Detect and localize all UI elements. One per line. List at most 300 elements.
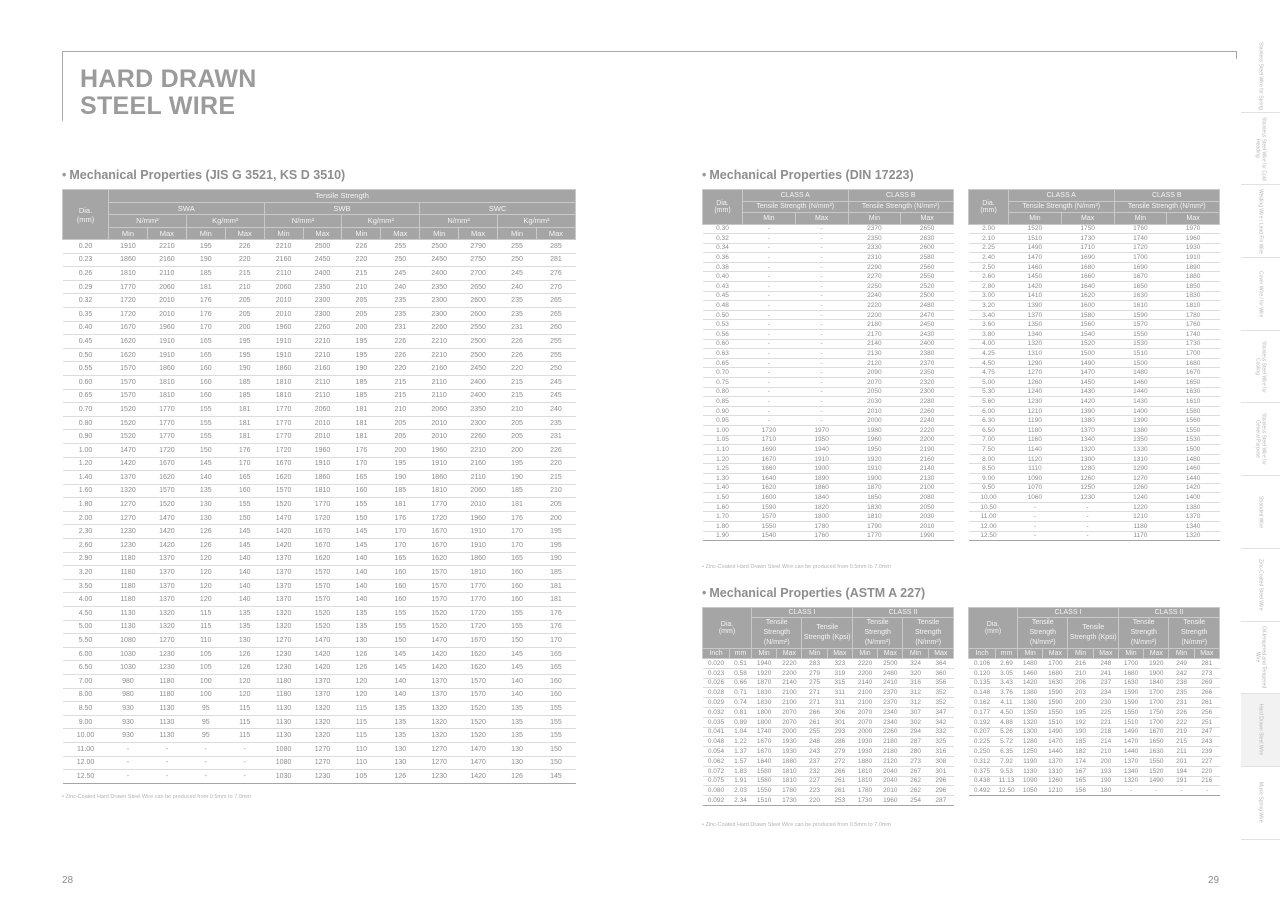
value-cell: 140 <box>225 579 264 593</box>
value-cell: 115 <box>225 729 264 743</box>
value-cell: 265 <box>536 294 575 308</box>
value-cell: 1650 <box>1144 737 1169 747</box>
value-cell: 1550 <box>1118 707 1143 717</box>
dia-cell: 1.25 <box>703 464 743 474</box>
value-cell: 195 <box>342 348 381 362</box>
dia-cell: 1.60 <box>63 484 109 498</box>
value-cell: 2210 <box>147 240 186 254</box>
value-cell: 1570 <box>420 566 459 580</box>
value-cell: - <box>743 291 796 301</box>
dia-label: Dia. <box>716 199 729 207</box>
table-row <box>969 425 1220 435</box>
value-cell: 1530 <box>1114 339 1167 349</box>
value-cell: 2260 <box>878 727 903 737</box>
value-cell: 2630 <box>901 234 954 244</box>
table-row <box>969 320 1220 330</box>
value-cell: 2550 <box>901 272 954 282</box>
table-row <box>63 634 576 648</box>
value-cell: 1580 <box>1061 310 1114 320</box>
value-cell: 269 <box>1194 678 1219 688</box>
value-cell: 1620 <box>264 471 303 485</box>
value-cell: 1180 <box>264 675 303 689</box>
value-cell: 210 <box>536 484 575 498</box>
value-cell: 2450 <box>459 362 498 376</box>
value-cell: 1680 <box>1043 668 1068 678</box>
dia-cell: 0.035 <box>703 717 730 727</box>
value-cell: 1720 <box>303 511 342 525</box>
mm-header: mm <box>730 649 752 659</box>
table-row <box>703 425 954 435</box>
value-cell: - <box>743 243 796 253</box>
value-cell: 1320 <box>303 702 342 716</box>
value-cell: 150 <box>498 634 537 648</box>
table-row <box>63 240 576 254</box>
value-cell: 2160 <box>420 362 459 376</box>
value-cell: 1570 <box>420 579 459 593</box>
value-cell: 2010 <box>459 498 498 512</box>
value-cell: 1310 <box>1009 349 1062 359</box>
value-cell: 176 <box>186 307 225 321</box>
dia-cell: 0.250 <box>969 747 996 757</box>
value-cell: 1520 <box>303 607 342 621</box>
value-cell: 120 <box>186 552 225 566</box>
value-cell: 2.69 <box>996 659 1018 669</box>
value-cell: 243 <box>802 747 827 757</box>
side-tab-label: Stainless Steel Wire for Cooling <box>1254 340 1267 393</box>
value-cell: 2410 <box>878 678 903 688</box>
value-cell: 1850 <box>1167 282 1220 292</box>
value-cell: - <box>743 358 796 368</box>
value-cell: 1830 <box>1167 291 1220 301</box>
dia-cell: 0.120 <box>969 668 996 678</box>
value-cell: 126 <box>342 647 381 661</box>
value-cell: 155 <box>498 620 537 634</box>
side-tab-music-spring-wire[interactable] <box>1241 767 1280 840</box>
value-cell: 155 <box>536 702 575 716</box>
value-cell: 2220 <box>777 659 802 669</box>
value-cell: 2340 <box>878 707 903 717</box>
value-cell: 2010 <box>303 416 342 430</box>
dia-cell: 0.029 <box>703 698 730 708</box>
value-cell: 130 <box>186 498 225 512</box>
value-cell: 2010 <box>848 406 901 416</box>
max-header: Max <box>827 649 852 659</box>
value-cell: 115 <box>186 620 225 634</box>
value-cell: 155 <box>498 607 537 621</box>
value-cell: 239 <box>1194 747 1219 757</box>
value-cell: 2140 <box>848 339 901 349</box>
value-cell: 234 <box>1093 688 1118 698</box>
side-tab-stainless-steel-wire-for-general-purpose[interactable] <box>1241 403 1280 476</box>
value-cell: 1700 <box>1114 253 1167 263</box>
value-cell: 1180 <box>1114 521 1167 531</box>
value-cell: 1590 <box>1118 698 1143 708</box>
dia-cell: 0.48 <box>703 301 743 311</box>
value-cell: 1590 <box>1043 698 1068 708</box>
value-cell: 2480 <box>878 668 903 678</box>
value-cell: 1370 <box>1118 756 1143 766</box>
value-cell: 1960 <box>878 796 903 806</box>
value-cell: 1910 <box>264 348 303 362</box>
table-row <box>969 358 1220 368</box>
value-cell: 1420 <box>420 661 459 675</box>
value-cell: 160 <box>381 579 420 593</box>
value-cell: 1460 <box>1167 464 1220 474</box>
table-row <box>703 776 954 786</box>
value-cell: - <box>795 243 848 253</box>
table-row <box>969 737 1220 747</box>
value-cell: 194 <box>1169 766 1194 776</box>
dia-header <box>703 190 743 225</box>
value-cell: - <box>795 320 848 330</box>
value-cell: 245 <box>381 267 420 281</box>
value-cell: 1670 <box>1114 272 1167 282</box>
value-cell: 2350 <box>848 234 901 244</box>
value-cell: 160 <box>498 566 537 580</box>
value-cell: 150 <box>225 511 264 525</box>
value-cell: 130 <box>498 756 537 770</box>
value-cell: 1090 <box>1009 473 1062 483</box>
min-header: Min <box>264 227 303 240</box>
value-cell: 1050 <box>1018 786 1043 796</box>
value-cell: 1520 <box>420 607 459 621</box>
value-cell: 323 <box>827 659 852 669</box>
value-cell: 140 <box>381 675 420 689</box>
value-cell: 100 <box>186 675 225 689</box>
dia-cell: 5.00 <box>969 378 1009 388</box>
dia-cell: 1.00 <box>703 425 743 435</box>
value-cell: 1230 <box>303 770 342 784</box>
dia-header <box>703 608 752 649</box>
value-cell: 1910 <box>147 348 186 362</box>
value-cell: - <box>795 397 848 407</box>
side-tab-stainless-steel-wire-for-cooling[interactable] <box>1241 331 1280 404</box>
value-cell: 1030 <box>109 647 148 661</box>
value-cell: 2060 <box>420 403 459 417</box>
class-b-header: CLASS B <box>1114 190 1220 202</box>
inch-header: Inch <box>703 649 730 659</box>
value-cell: 1460 <box>1009 262 1062 272</box>
value-cell: 1320 <box>1018 717 1043 727</box>
tensile-nmm-header: Tensile Strength (N/mm²) <box>903 618 954 649</box>
value-cell: 1720 <box>459 607 498 621</box>
table-row <box>63 566 576 580</box>
value-cell: 1570 <box>303 593 342 607</box>
table-row <box>63 348 576 362</box>
value-cell: 2600 <box>459 294 498 308</box>
table-row <box>969 521 1220 531</box>
table-row <box>969 659 1220 669</box>
value-cell: 1810 <box>109 267 148 281</box>
value-cell: - <box>225 742 264 756</box>
value-cell: 145 <box>381 661 420 675</box>
dia-unit: (mm) <box>980 206 997 214</box>
value-cell: 1670 <box>1144 727 1169 737</box>
table-row <box>703 454 954 464</box>
value-cell: 2110 <box>420 375 459 389</box>
value-cell: 1960 <box>459 511 498 525</box>
value-cell: 1320 <box>420 715 459 729</box>
table-row <box>703 282 954 292</box>
value-cell: 181 <box>536 579 575 593</box>
value-cell: 270 <box>536 280 575 294</box>
table-row <box>63 471 576 485</box>
value-cell: 1520 <box>147 498 186 512</box>
table-row <box>63 416 576 430</box>
din-title-text: Mechanical Properties (DIN 17223) <box>709 168 914 182</box>
value-cell: 176 <box>342 443 381 457</box>
value-cell: 280 <box>903 747 928 757</box>
value-cell: 130 <box>381 742 420 756</box>
value-cell: 165 <box>186 335 225 349</box>
value-cell: 1720 <box>147 443 186 457</box>
value-cell: 1780 <box>1167 310 1220 320</box>
value-cell: 150 <box>186 443 225 457</box>
value-cell: 1130 <box>264 715 303 729</box>
value-cell: 1960 <box>1167 234 1220 244</box>
dia-cell: 3.00 <box>969 291 1009 301</box>
value-cell: 1340 <box>1167 521 1220 531</box>
table-row <box>969 454 1220 464</box>
side-tab-label: Oil-tempered and Tempered Wire <box>1254 626 1267 689</box>
value-cell: 1470 <box>1009 253 1062 263</box>
side-tab-hard-drawn-steel-wire[interactable] <box>1241 694 1280 767</box>
min-header: Min <box>1118 649 1143 659</box>
value-cell: 180 <box>1093 786 1118 796</box>
dia-cell: 8.00 <box>969 454 1009 464</box>
max-header: Max <box>536 227 575 240</box>
table-row <box>703 678 954 688</box>
value-cell: 254 <box>903 796 928 806</box>
value-cell: 2550 <box>459 321 498 335</box>
value-cell: 2350 <box>303 280 342 294</box>
max-header: Max <box>878 649 903 659</box>
value-cell: 1.37 <box>730 747 752 757</box>
value-cell: 226 <box>381 348 420 362</box>
value-cell: 1130 <box>109 620 148 634</box>
value-cell: 1510 <box>1009 234 1062 244</box>
value-cell: 160 <box>536 688 575 702</box>
value-cell: 1910 <box>264 335 303 349</box>
side-tab-label: Stainless Steel Wire for Cold Heading <box>1254 116 1267 181</box>
dia-cell: 8.50 <box>969 464 1009 474</box>
dia-cell: 4.50 <box>63 607 109 621</box>
table-row <box>703 387 954 397</box>
value-cell: 2100 <box>777 688 802 698</box>
value-cell: 1930 <box>852 737 877 747</box>
value-cell: 235 <box>498 294 537 308</box>
value-cell: 1470 <box>147 511 186 525</box>
value-cell: 2470 <box>901 310 954 320</box>
value-cell: - <box>225 770 264 784</box>
value-cell: 185 <box>342 389 381 403</box>
value-cell: 1980 <box>848 425 901 435</box>
value-cell: 170 <box>498 539 537 553</box>
value-cell: 1180 <box>147 675 186 689</box>
value-cell: 120 <box>342 675 381 689</box>
value-cell: 301 <box>827 717 852 727</box>
table-row <box>63 430 576 444</box>
side-tab-stainless-steel-wire-for-cold-heading[interactable] <box>1241 113 1280 186</box>
value-cell: 1170 <box>1114 531 1167 541</box>
value-cell: 1430 <box>1061 387 1114 397</box>
value-cell: 1610 <box>1114 301 1167 311</box>
value-cell: - <box>1009 531 1062 541</box>
value-cell: 2260 <box>303 321 342 335</box>
dia-cell: 0.80 <box>703 387 743 397</box>
value-cell: 1770 <box>459 579 498 593</box>
dia-unit: (mm) <box>718 628 736 635</box>
unit-nmm-header: N/mm² <box>264 215 342 228</box>
value-cell: 980 <box>109 688 148 702</box>
value-cell: 140 <box>342 593 381 607</box>
value-cell: 5.26 <box>996 727 1018 737</box>
value-cell: - <box>795 368 848 378</box>
dia-cell: 0.32 <box>703 234 743 244</box>
table-row <box>703 320 954 330</box>
value-cell: 266 <box>827 766 852 776</box>
dia-cell: 0.207 <box>969 727 996 737</box>
value-cell: 1460 <box>1114 378 1167 388</box>
dia-cell: 0.43 <box>703 282 743 292</box>
table-row <box>969 349 1220 359</box>
value-cell: - <box>743 301 796 311</box>
value-cell: 135 <box>381 715 420 729</box>
value-cell: 1720 <box>1114 243 1167 253</box>
value-cell: 1300 <box>1061 454 1114 464</box>
value-cell: 279 <box>802 668 827 678</box>
value-cell: 1340 <box>1118 766 1143 776</box>
value-cell: 155 <box>536 729 575 743</box>
value-cell: 1210 <box>1009 406 1062 416</box>
value-cell: 1270 <box>147 634 186 648</box>
value-cell: 1860 <box>264 362 303 376</box>
side-tab-zinc-coated-steel-wire[interactable] <box>1241 549 1280 622</box>
tensile-header: Tensile Strength (N/mm²) <box>1009 201 1115 213</box>
value-cell: 2210 <box>420 348 459 362</box>
value-cell: 1930 <box>777 737 802 747</box>
side-tab-welding-wire-lead-fin-wire[interactable] <box>1241 185 1280 258</box>
dia-header <box>63 190 109 240</box>
dia-cell: 0.30 <box>703 224 743 234</box>
value-cell: 1470 <box>264 511 303 525</box>
value-cell: 352 <box>928 698 953 708</box>
value-cell: - <box>743 224 796 234</box>
value-cell: 1660 <box>1061 272 1114 282</box>
value-cell: 190 <box>381 471 420 485</box>
dia-label: Dia. <box>986 621 1000 628</box>
table-row <box>969 310 1220 320</box>
value-cell: 1130 <box>1018 766 1043 776</box>
value-cell: 1.83 <box>730 766 752 776</box>
value-cell: 140 <box>498 688 537 702</box>
table-row <box>63 294 576 308</box>
value-cell: 170 <box>225 457 264 471</box>
value-cell: 1520 <box>459 715 498 729</box>
value-cell: 260 <box>536 321 575 335</box>
value-cell: 2210 <box>264 240 303 254</box>
value-cell: 2250 <box>848 282 901 292</box>
value-cell: 1690 <box>1114 262 1167 272</box>
value-cell: 2060 <box>303 403 342 417</box>
page-title <box>80 66 257 120</box>
dia-cell: 0.60 <box>703 339 743 349</box>
value-cell: 2110 <box>420 389 459 403</box>
value-cell: 2010 <box>901 521 954 531</box>
value-cell: 1520 <box>303 620 342 634</box>
value-cell: 1280 <box>1018 737 1043 747</box>
dia-cell: 0.041 <box>703 727 730 737</box>
side-tab-oil-tempered-and-tempered-wire[interactable] <box>1241 622 1280 695</box>
value-cell: 312 <box>903 698 928 708</box>
value-cell: 1270 <box>303 756 342 770</box>
value-cell: 287 <box>903 737 928 747</box>
table-row <box>703 416 954 426</box>
side-tab-cover-wire-for-wire[interactable] <box>1241 258 1280 331</box>
value-cell: 1860 <box>109 253 148 267</box>
value-cell: 1310 <box>1043 766 1068 776</box>
swb-header: SWB <box>264 202 420 215</box>
value-cell: 1910 <box>1167 253 1220 263</box>
value-cell: 1630 <box>1167 387 1220 397</box>
value-cell: 150 <box>536 756 575 770</box>
value-cell: 308 <box>928 756 953 766</box>
dia-cell: 2.50 <box>969 262 1009 272</box>
value-cell: 1810 <box>147 389 186 403</box>
side-tab-stranded-wire[interactable] <box>1241 476 1280 549</box>
value-cell: 215 <box>536 471 575 485</box>
table-row <box>703 756 954 766</box>
value-cell: 140 <box>186 471 225 485</box>
value-cell: 1230 <box>1009 397 1062 407</box>
value-cell: 160 <box>498 579 537 593</box>
value-cell: 1700 <box>1043 659 1068 669</box>
value-cell: - <box>795 301 848 311</box>
value-cell: 140 <box>225 593 264 607</box>
side-tab-stainless-steel-wire-for-spring[interactable] <box>1241 40 1280 113</box>
value-cell: 1820 <box>795 502 848 512</box>
dia-cell: 0.162 <box>969 698 996 708</box>
value-cell: - <box>795 272 848 282</box>
value-cell: 1440 <box>1167 473 1220 483</box>
value-cell: 1260 <box>1043 776 1068 786</box>
tensile-nmm-header: Tensile Strength (N/mm²) <box>1018 618 1068 649</box>
value-cell: 255 <box>381 240 420 254</box>
value-cell: 2010 <box>264 307 303 321</box>
value-cell: 1410 <box>1009 291 1062 301</box>
dia-cell: 0.36 <box>703 253 743 263</box>
value-cell: 1870 <box>848 483 901 493</box>
table-row <box>969 698 1220 708</box>
dia-cell: 1.05 <box>703 435 743 445</box>
value-cell: 2210 <box>420 335 459 349</box>
value-cell: 1420 <box>420 647 459 661</box>
value-cell: 160 <box>381 593 420 607</box>
value-cell: 1370 <box>1043 756 1068 766</box>
value-cell: 215 <box>225 267 264 281</box>
value-cell: 1470 <box>1061 368 1114 378</box>
table-row <box>703 512 954 522</box>
value-cell: 1940 <box>752 659 777 669</box>
value-cell: 1510 <box>1114 349 1167 359</box>
min-header: Min <box>109 227 148 240</box>
value-cell: 1470 <box>420 634 459 648</box>
value-cell: 1370 <box>1009 310 1062 320</box>
value-cell: 1180 <box>147 688 186 702</box>
value-cell: 265 <box>536 307 575 321</box>
value-cell: 1620 <box>420 552 459 566</box>
value-cell: 110 <box>342 742 381 756</box>
